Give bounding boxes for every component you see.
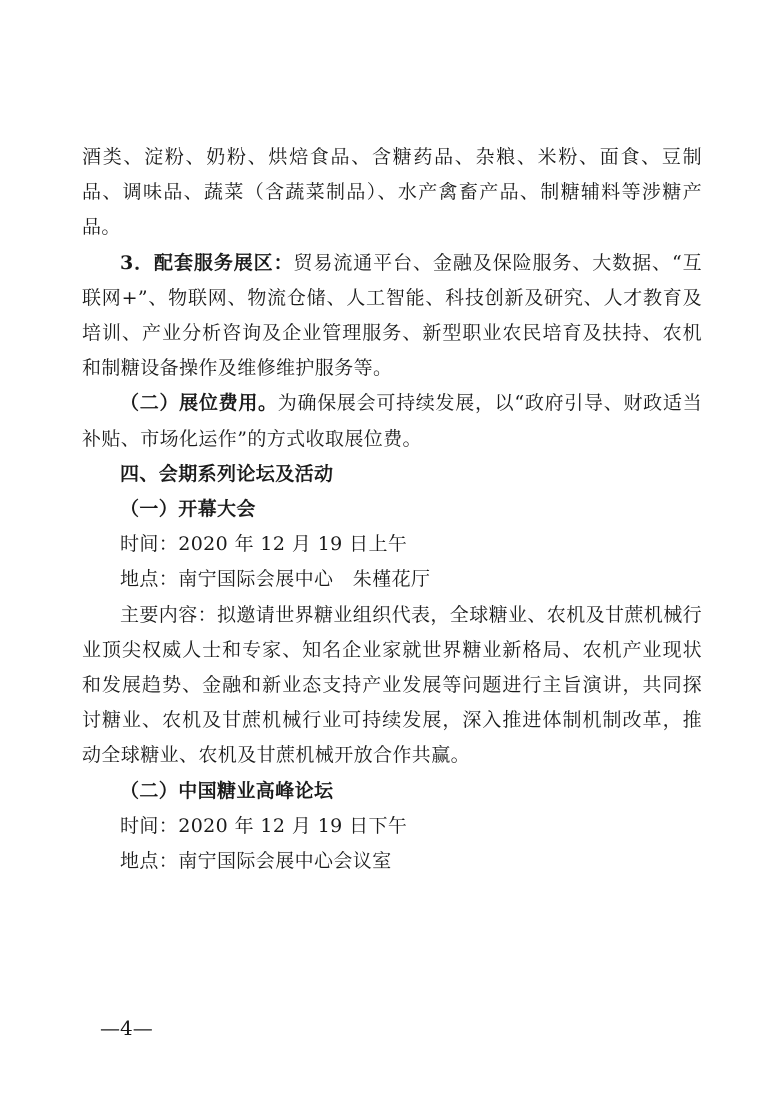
document-body (82, 140, 702, 879)
subsection-sugar-summit: （二）中国糖业高峰论坛 (120, 779, 334, 802)
booth-fee-label: （二）展位费用。 (120, 392, 278, 415)
paragraph-product-list: 酒类、淀粉、奶粉、烘焙食品、含糖药品、杂粮、米粉、面食、豆制品、调味品、蔬菜（含蔬菜制品）、水产禽畜产品、制糖辅料等涉糖产品。 (82, 146, 702, 239)
page-number: —4— (100, 1016, 153, 1040)
service-zone-label: 3．配套服务展区： (120, 251, 294, 274)
section-heading-forums: 四、会期系列论坛及活动 (120, 462, 334, 485)
booth-fee-text: 为确保展会可持续发展，以“政府引导、财政适当补贴、市场化运作”的方式收取展位费。 (82, 392, 703, 450)
subsection-opening-ceremony: （一）开幕大会 (120, 498, 256, 521)
summit-place: 地点：南宁国际会展中心会议室 (120, 850, 392, 873)
summit-time: 时间：2020 年 12 月 19 日下午 (120, 814, 408, 837)
service-zone-text: 贸易流通平台、金融及保险服务、大数据、“互联网+”、物联网、物流仓储、人工智能、科技创新及研究、人才教育及培训、产业分析咨询及企业管理服务、新型职业农民培育及扶持、农机和制糖设备操作及维修维护服务等。 (82, 251, 702, 380)
opening-time: 时间：2020 年 12 月 19 日上午 (120, 533, 408, 556)
paragraph-service-zone (82, 246, 702, 387)
paragraph-booth-fee (82, 386, 702, 456)
opening-content: 主要内容：拟邀请世界糖业组织代表，全球糖业、农机及甘蔗机械行业顶尖权威人士和专家、知名企业家就世界糖业新格局、农机产业现状和发展趋势、金融和新业态支持产业发展等问题进行主旨演讲，共同探讨糖业、农机及甘蔗机械行业可持续发展，深入推进体制机制改革，推动全球糖业、农机及甘蔗机械开放合作共赢。 (82, 603, 703, 767)
opening-place: 地点：南宁国际会展中心 朱槿花厅 (120, 568, 431, 591)
